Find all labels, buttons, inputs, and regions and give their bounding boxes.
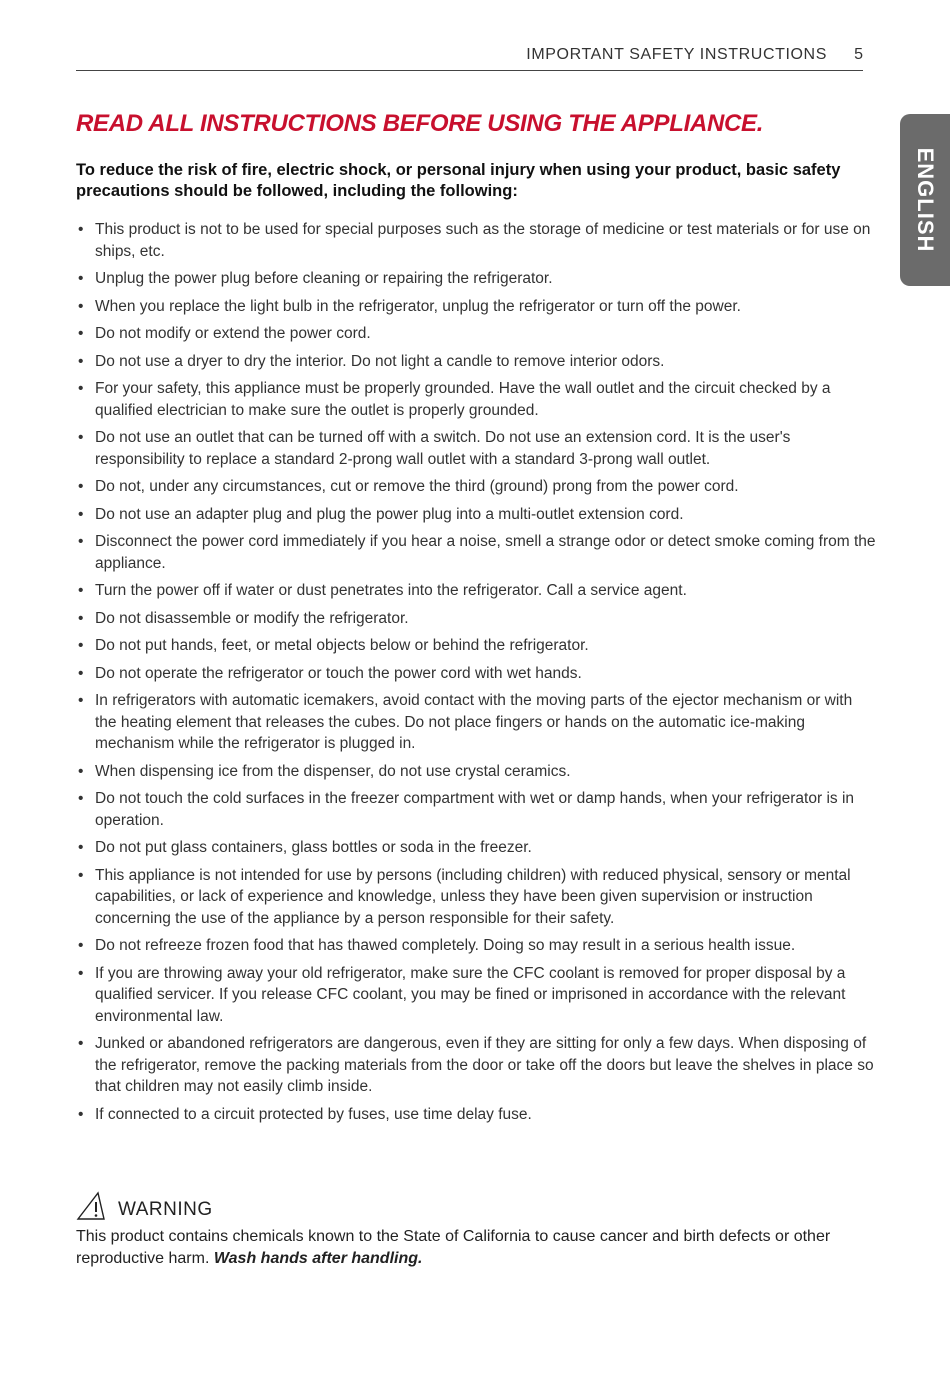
bullet-icon: • — [78, 478, 84, 495]
intro-paragraph: To reduce the risk of fire, electric shock, or personal injury when using your product, basic safety precautions should be followed, including the following: — [76, 161, 841, 200]
bullet-icon: • — [78, 937, 84, 954]
bullet-icon: • — [78, 429, 84, 446]
bullet-icon: • — [78, 270, 84, 287]
list-item-text: This product is not to be used for special purposes such as the storage of medicine or test materials or for use on ships, etc. — [95, 221, 871, 260]
list-item — [76, 663, 876, 685]
list-item-text: When you replace the light bulb in the refrigerator, unplug the refrigerator or turn off the power. — [95, 297, 741, 315]
list-item-text: If connected to a circuit protected by fuses, use time delay fuse. — [95, 1105, 532, 1123]
list-item — [76, 323, 876, 345]
list-item-text: This appliance is not intended for use by persons (including children) with reduced physical, sensory or mental capabilities, or lack of experience and knowledge, unless they have been given supervision or instruction concerning the use of the appliance by a person responsible for their safety. — [95, 866, 851, 927]
warning-text — [76, 1226, 876, 1270]
list-item — [76, 268, 876, 290]
list-item — [76, 476, 876, 498]
bullet-icon: • — [78, 692, 84, 709]
bullet-icon: • — [78, 533, 84, 550]
list-item — [76, 531, 876, 574]
list-item-text: Disconnect the power cord immediately if you hear a noise, smell a strange odor or detect smoke coming from the appliance. — [95, 533, 876, 572]
list-item — [76, 580, 876, 602]
bullet-icon: • — [78, 762, 84, 780]
list-item-text: Do not, under any circumstances, cut or remove the third (ground) prong from the power cord. — [95, 478, 739, 495]
list-item — [76, 837, 876, 859]
warning-heading — [76, 1193, 213, 1221]
bullet-icon: • — [78, 582, 84, 599]
bullet-icon: • — [78, 380, 84, 397]
list-item — [76, 935, 876, 957]
list-item-text: Do not put hands, feet, or metal objects below or behind the refrigerator. — [95, 637, 589, 654]
list-item — [76, 865, 876, 930]
list-item — [76, 635, 876, 657]
list-item-text: If you are throwing away your old refrigerator, make sure the CFC coolant is removed for proper disposal by a qualified servicer. If you release CFC coolant, you may be fined or imprisoned in accordance with the relevant environmental law. — [95, 964, 846, 1025]
bullet-icon: • — [78, 505, 84, 523]
list-item-text: In refrigerators with automatic icemakers, avoid contact with the moving parts of the ejector mechanism or with the heating element that releases the cubes. Do not place fingers or hands on the automatic ice-making mechanism while the refrigerator is plugged in. — [95, 692, 853, 752]
list-item-text: Do not touch the cold surfaces in the freezer compartment with wet or damp hands, when your refrigerator is in operation. — [95, 790, 855, 829]
list-item-text: Do not modify or extend the power cord. — [95, 325, 371, 342]
bullet-icon: • — [78, 352, 84, 370]
bullet-icon: • — [78, 221, 84, 238]
list-item — [76, 427, 876, 470]
list-item-text: Do not disassemble or modify the refrigerator. — [95, 609, 409, 627]
list-item-text: Do not put glass containers, glass bottles or soda in the freezer. — [95, 839, 532, 856]
warning-label: WARNING — [118, 1199, 213, 1220]
bullet-icon: • — [78, 664, 84, 682]
list-item-text: Turn the power off if water or dust penetrates into the refrigerator. Call a service agent. — [95, 582, 687, 599]
language-tab-label: ENGLISH — [913, 147, 938, 253]
list-item-text: Do not use an outlet that can be turned off with a switch. Do not use an extension cord. It is the user's responsibility to replace a standard 2-prong wall outlet with a standard 3-prong wall outlet. — [95, 429, 791, 468]
header-title: IMPORTANT SAFETY INSTRUCTIONS — [526, 46, 827, 63]
list-item-text: Do not use an adapter plug and plug the power plug into a multi-outlet extension cord. — [95, 505, 684, 523]
list-item-text: For your safety, this appliance must be properly grounded. Have the wall outlet and the circuit checked by a qualified electrician to make sure the outlet is properly grounded. — [95, 380, 831, 419]
bullet-icon: • — [78, 964, 84, 982]
main-title: READ ALL INSTRUCTIONS BEFORE USING THE APPLIANCE. — [76, 110, 764, 137]
list-item — [76, 788, 876, 831]
list-item — [76, 219, 876, 262]
bullet-icon: • — [78, 609, 84, 627]
list-item-text: Do not use a dryer to dry the interior. Do not light a candle to remove interior odors. — [95, 352, 665, 370]
list-item-text: When dispensing ice from the dispenser, do not use crystal ceramics. — [95, 762, 571, 780]
language-tab — [900, 114, 950, 286]
warning-emphasis: Wash hands after handling. — [213, 1250, 423, 1267]
warning-triangle-icon — [76, 1191, 116, 1221]
list-item-text: Do not refreeze frozen food that has thawed completely. Doing so may result in a serious health issue. — [95, 937, 796, 954]
list-item — [76, 761, 876, 783]
list-item-text: Unplug the power plug before cleaning or repairing the refrigerator. — [95, 270, 553, 287]
list-item — [76, 378, 876, 421]
bullet-icon: • — [78, 325, 84, 342]
page-number: 5 — [854, 46, 863, 63]
bullet-icon: • — [78, 1105, 84, 1123]
page-header — [76, 46, 863, 71]
bullet-icon: • — [78, 839, 84, 856]
list-item — [76, 690, 876, 755]
list-item-text: Junked or abandoned refrigerators are dangerous, even if they are sitting for only a few days. When disposing of the refrigerator, remove the packing materials from the door or take off the doors but leave the shelves in place so that children may not easily climb inside. — [95, 1035, 874, 1095]
list-item — [76, 351, 876, 373]
bullet-icon: • — [78, 637, 84, 654]
bullet-icon: • — [78, 866, 84, 884]
bullet-icon: • — [78, 790, 84, 807]
list-item-text: Do not operate the refrigerator or touch the power cord with wet hands. — [95, 664, 582, 682]
list-item — [76, 1033, 876, 1098]
list-item — [76, 504, 876, 526]
list-item — [76, 1104, 876, 1126]
bullet-icon: • — [78, 1035, 84, 1052]
list-item — [76, 608, 876, 630]
bullet-icon: • — [78, 297, 84, 315]
list-item — [76, 963, 876, 1028]
safety-bullet-list — [76, 219, 876, 1131]
warning-body: This product contains chemicals known to the State of California to cause cancer and birth defects or other reproductive harm. — [76, 1228, 831, 1267]
list-item — [76, 296, 876, 318]
